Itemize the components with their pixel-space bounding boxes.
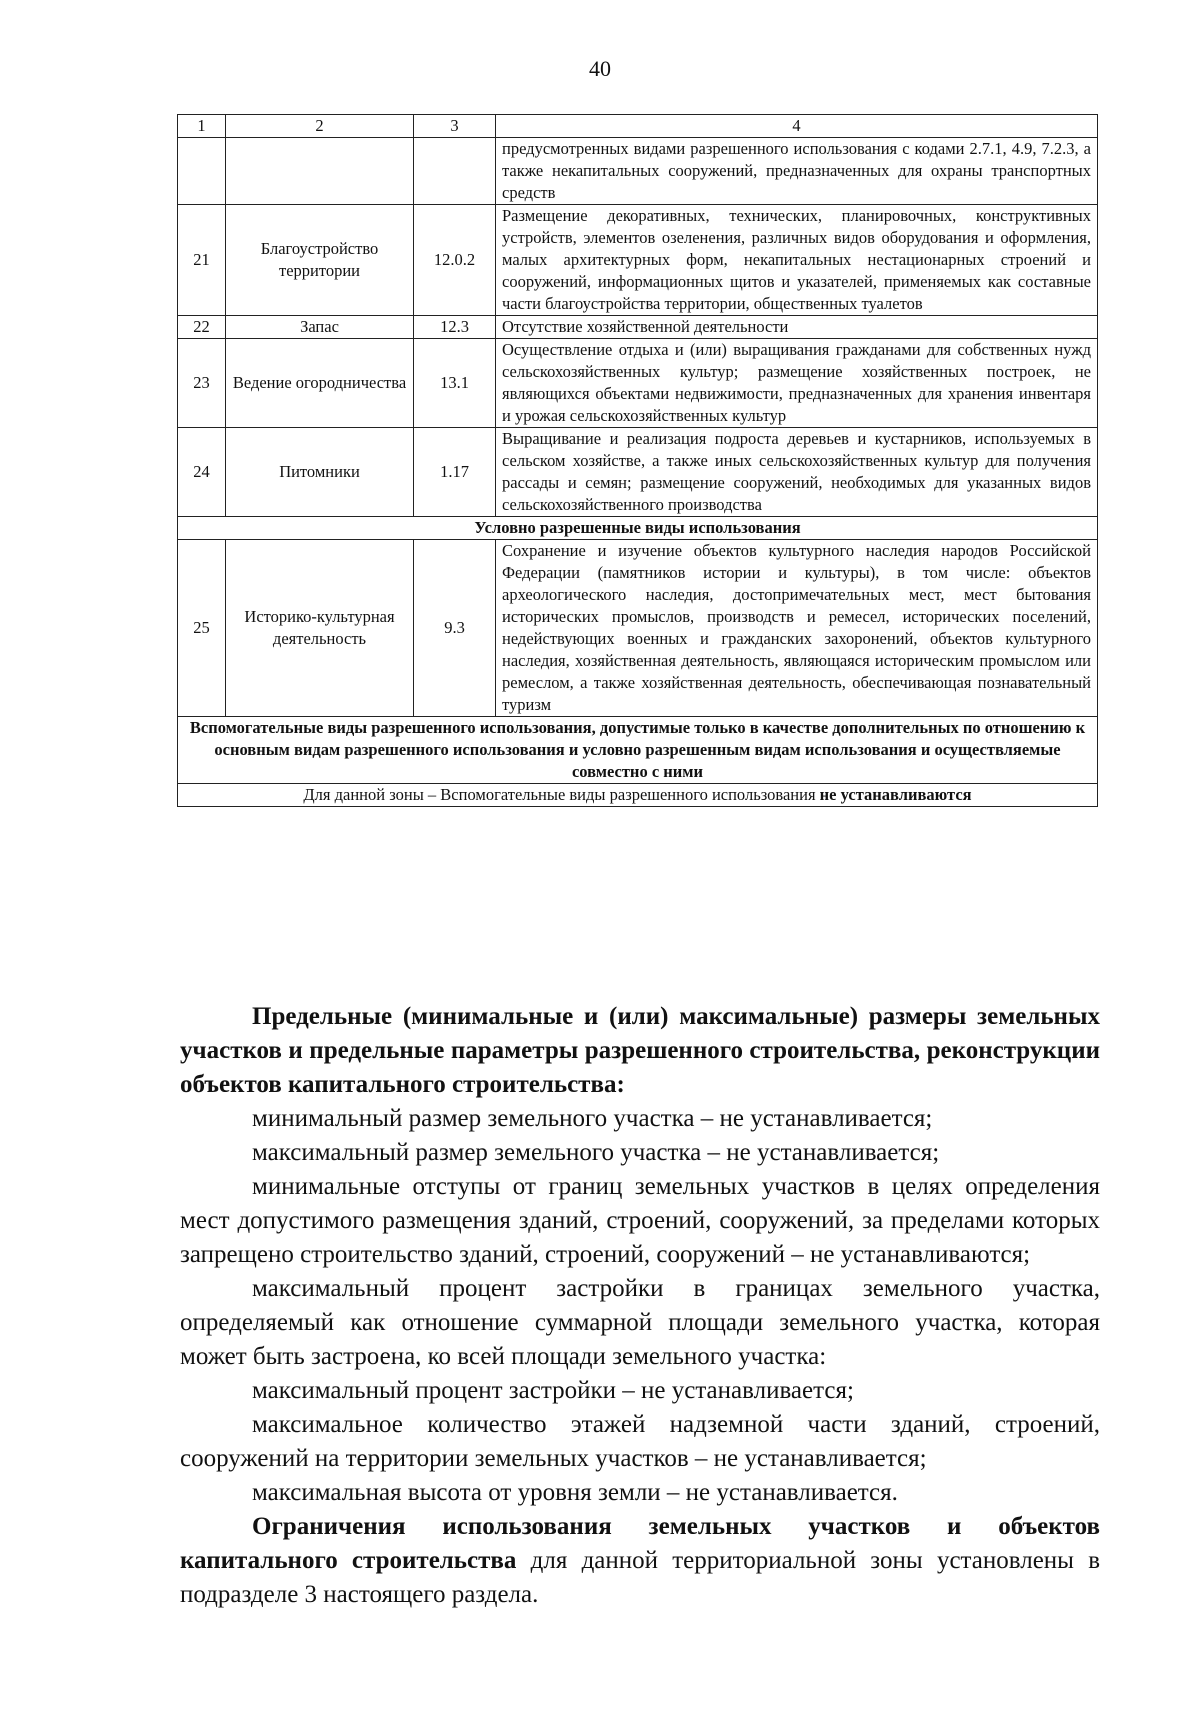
- land-use-table: [177, 114, 1098, 807]
- auxiliary-note-bold: не устанавливаются: [819, 785, 972, 804]
- row-number: 23: [178, 339, 226, 428]
- header-col-3: 3: [414, 115, 496, 138]
- restrictions-paragraph: [180, 1510, 1100, 1612]
- section-header-row: [178, 717, 1098, 784]
- paragraph: максимальный размер земельного участка – не устанавливается;: [252, 1139, 940, 1166]
- header-col-1: 1: [178, 115, 226, 138]
- use-name: Благоустройство территории: [226, 205, 414, 316]
- section-header-row: [178, 517, 1098, 540]
- auxiliary-uses-header: Вспомогательные виды разрешенного использования, допустимые только в качестве дополнительных по отношению к основным видам разрешенного использования и условно разрешенным видам использования и осуществляемые совместно с ними: [178, 717, 1098, 784]
- use-description: Выращивание и реализация подроста деревьев и кустарников, используемых в сельском хозяйстве, а также иных сельскохозяйственных культур для получения рассады и семян; размещение сооружений, необходимых для указанных видов сельскохозяйственного производства: [496, 428, 1098, 517]
- table-row: [178, 316, 1098, 339]
- use-name: Ведение огородничества: [226, 339, 414, 428]
- use-name: Запас: [226, 316, 414, 339]
- conditional-uses-header: Условно разрешенные виды использования: [178, 517, 1098, 540]
- paragraph: максимальная высота от уровня земли – не устанавливается.: [252, 1479, 898, 1506]
- table-row: [178, 540, 1098, 717]
- use-code: 1.17: [414, 428, 496, 517]
- paragraph: минимальный размер земельного участка – не устанавливается;: [252, 1105, 933, 1132]
- paragraph: максимальный процент застройки – не устанавливается;: [252, 1377, 854, 1404]
- paragraph: минимальные отступы от границ земельных участков в целях определения мест допустимого размещения зданий, строений, сооружений, за пределами которых запрещено строительство зданий, строений, сооружений – не устанавливаются;: [180, 1173, 1100, 1268]
- use-code: 13.1: [414, 339, 496, 428]
- use-code: 9.3: [414, 540, 496, 717]
- use-description: Осуществление отдыха и (или) выращивания гражданами для собственных нужд сельскохозяйственных культур; размещение хозяйственных построек, не являющихся объектами недвижимости, предназначенных для хранения инвентаря и урожая сельскохозяйственных культур: [496, 339, 1098, 428]
- page-number: 40: [589, 56, 611, 81]
- auxiliary-note-prefix: Для данной зоны – Вспомогательные виды разрешенного использования: [303, 785, 820, 804]
- table-row: [178, 205, 1098, 316]
- continuation-description: предусмотренных видами разрешенного использования с кодами 2.7.1, 4.9, 7.2.3, а также некапитальных сооружений, предназначенных для охраны транспортных средств: [496, 138, 1098, 205]
- section-note-row: [178, 784, 1098, 807]
- row-number: 25: [178, 540, 226, 717]
- section-heading: Предельные (минимальные и (или) максимальные) размеры земельных участков и предельные параметры разрешенного строительства, реконструкции объектов капитального строительства:: [180, 1003, 1100, 1098]
- row-number: 21: [178, 205, 226, 316]
- use-name: Историко-культурная деятельность: [226, 540, 414, 717]
- restrictions-bold: Ограничения использования земельных участков и объектов капитального строительства: [180, 1513, 1100, 1574]
- paragraph: максимальное количество этажей надземной части зданий, строений, сооружений на территории земельных участков – не устанавливается;: [180, 1411, 1100, 1472]
- use-description: Сохранение и изучение объектов культурного наследия народов Российской Федерации (памятников истории и культуры), в том числе: объектов археологического наследия, достопримечательных мест, мест бытования исторических промыслов, производств и ремесел, исторических поселений, недействующих военных и гражданских захоронений, объектов культурного наследия, хозяйственная деятельность, являющаяся историческим промыслом или ремеслом, а также хозяйственная деятельность, обеспечивающая познавательный туризм: [496, 540, 1098, 717]
- use-name: Питомники: [226, 428, 414, 517]
- table-row: [178, 428, 1098, 517]
- use-description: Отсутствие хозяйственной деятельности: [496, 316, 1098, 339]
- use-code: 12.0.2: [414, 205, 496, 316]
- paragraph: максимальный процент застройки в границах земельного участка, определяемый как отношение суммарной площади земельного участка, которая может быть застроена, ко всей площади земельного участка:: [180, 1275, 1100, 1370]
- auxiliary-uses-note: [178, 784, 1098, 807]
- restrictions-rest: для данной территориальной зоны установлены в подразделе 3 настоящего раздела.: [180, 1547, 1100, 1608]
- row-number: 24: [178, 428, 226, 517]
- table-row: [178, 138, 1098, 205]
- table-row: [178, 339, 1098, 428]
- row-number: 22: [178, 316, 226, 339]
- use-description: Размещение декоративных, технических, планировочных, конструктивных устройств, элементов озеленения, различных видов оборудования и оформления, малых архитектурных форм, некапитальных нестационарных строений и сооружений, информационных щитов и указателей, применяемых как составные части благоустройства территории, общественных туалетов: [496, 205, 1098, 316]
- header-col-4: 4: [496, 115, 1098, 138]
- parameters-section: [180, 1000, 1100, 1612]
- table-header-row: [178, 115, 1098, 138]
- use-code: 12.3: [414, 316, 496, 339]
- header-col-2: 2: [226, 115, 414, 138]
